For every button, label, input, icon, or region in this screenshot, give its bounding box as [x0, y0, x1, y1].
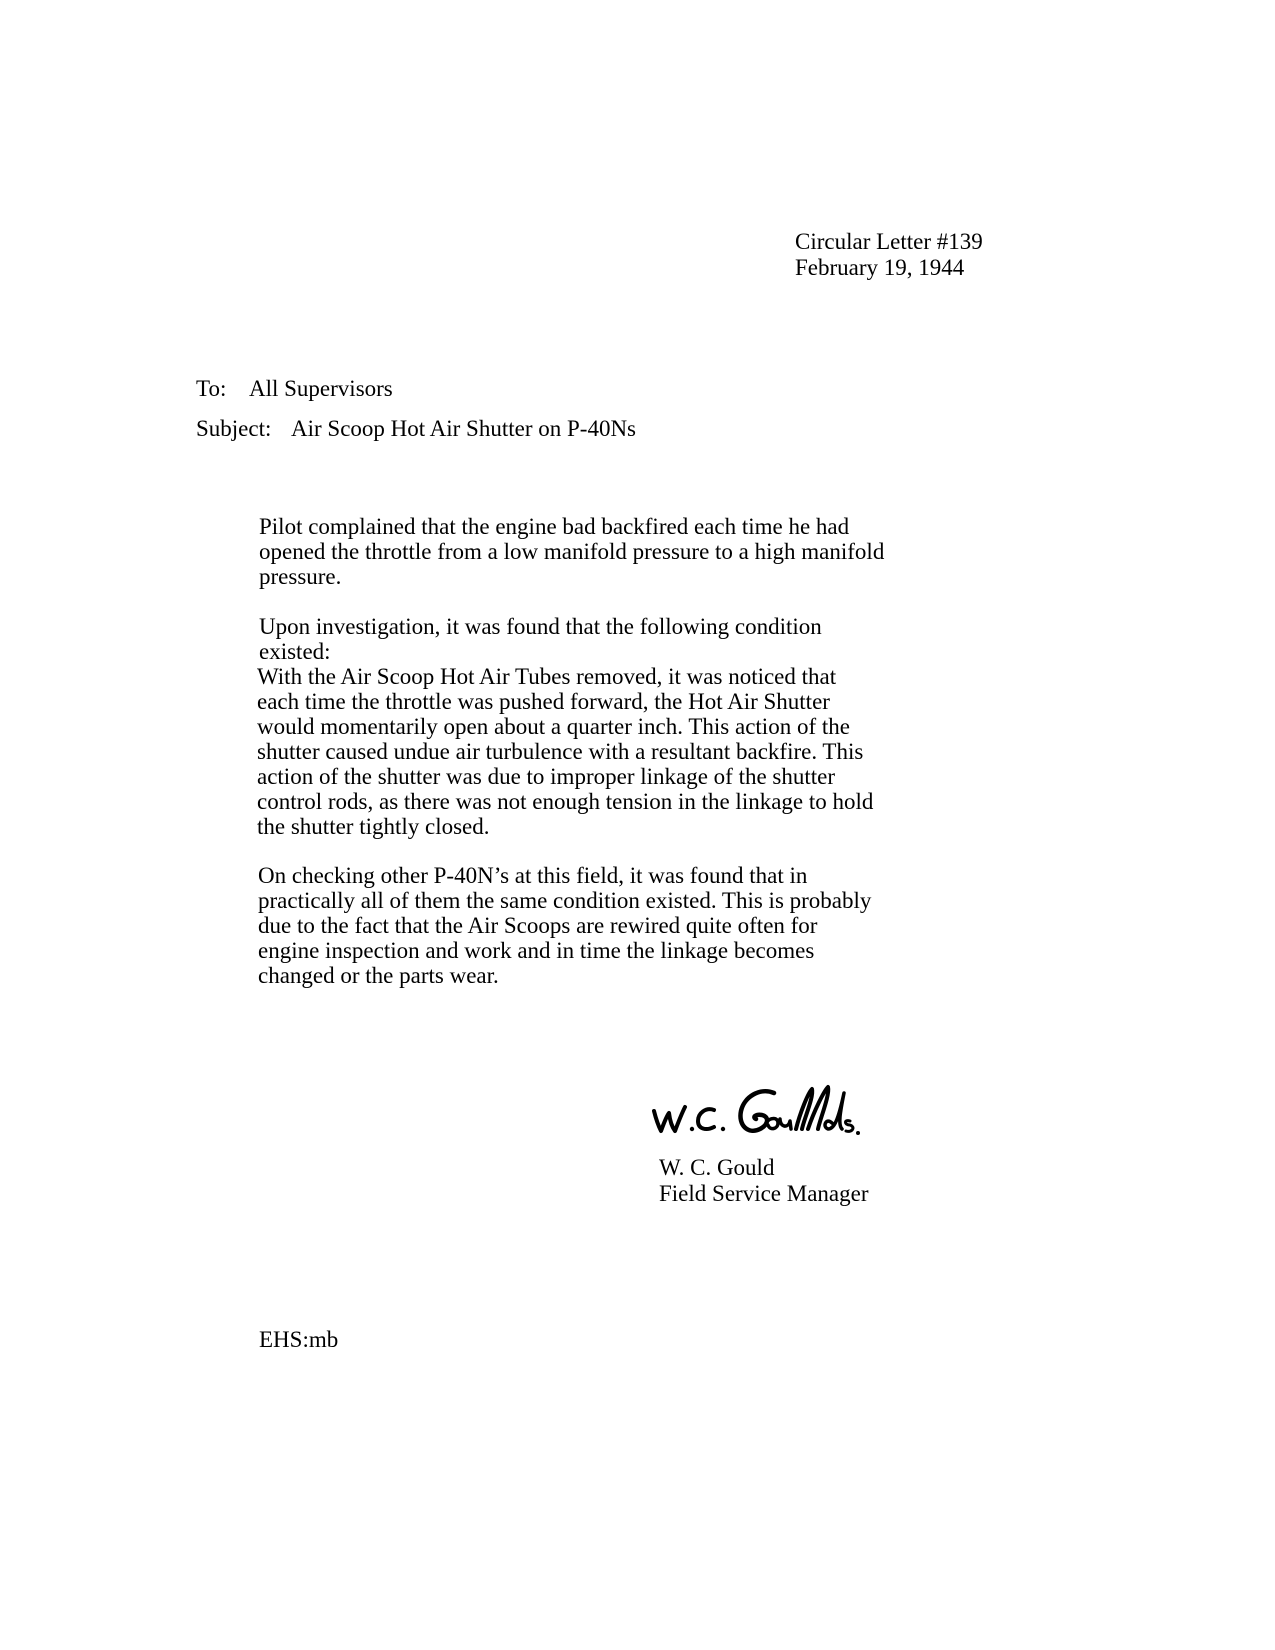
- paragraph-line: Pilot complained that the engine bad backfired each time he had: [259, 514, 850, 539]
- paragraph-line: each time the throttle was pushed forward, the Hot Air Shutter: [257, 689, 830, 714]
- letter-header: [795, 229, 983, 281]
- to-label: To:: [196, 376, 227, 401]
- to-value: All Supervisors: [249, 376, 393, 401]
- paragraph-line: changed or the parts wear.: [258, 963, 499, 988]
- paragraph-line: would momentarily open about a quarter inch. This action of the: [257, 714, 850, 739]
- handwritten-signature: [648, 1083, 868, 1143]
- signer-title: Field Service Manager: [659, 1181, 869, 1206]
- paragraph-line: control rods, as there was not enough tension in the linkage to hold: [257, 789, 874, 814]
- paragraph-investigation-intro: [259, 614, 822, 664]
- paragraph-other-aircraft: [258, 863, 871, 988]
- paragraph-line: shutter caused undue air turbulence with a resultant backfire. This: [257, 739, 864, 764]
- letter-number: Circular Letter #139: [795, 229, 983, 254]
- subject-label: Subject:: [196, 416, 272, 441]
- paragraph-complaint: [259, 514, 884, 589]
- letter-date: February 19, 1944: [795, 255, 965, 280]
- paragraph-line: pressure.: [259, 564, 342, 589]
- paragraph-line: engine inspection and work and in time the linkage becomes: [258, 938, 815, 963]
- reference-initials: EHS:mb: [259, 1327, 339, 1352]
- signer-name: W. C. Gould: [659, 1155, 775, 1180]
- paragraph-line: With the Air Scoop Hot Air Tubes removed, it was noticed that: [257, 664, 837, 689]
- paragraph-line: opened the throttle from a low manifold pressure to a high manifold: [259, 539, 885, 564]
- paragraph-investigation-detail: [257, 664, 873, 839]
- paragraph-line: existed:: [259, 639, 331, 664]
- paragraph-line: due to the fact that the Air Scoops are rewired quite often for: [258, 913, 818, 938]
- paragraph-line: action of the shutter was due to improper linkage of the shutter: [257, 764, 836, 789]
- paragraph-line: Upon investigation, it was found that the following condition: [259, 614, 822, 639]
- paragraph-line: the shutter tightly closed.: [257, 814, 490, 839]
- to-line: [196, 376, 393, 402]
- paragraph-line: practically all of them the same condition existed. This is probably: [258, 888, 872, 913]
- signature-block: [659, 1155, 868, 1207]
- subject-value: Air Scoop Hot Air Shutter on P-40Ns: [291, 416, 636, 441]
- subject-line: [196, 416, 636, 442]
- paragraph-line: On checking other P-40N’s at this field, it was found that in: [258, 863, 808, 888]
